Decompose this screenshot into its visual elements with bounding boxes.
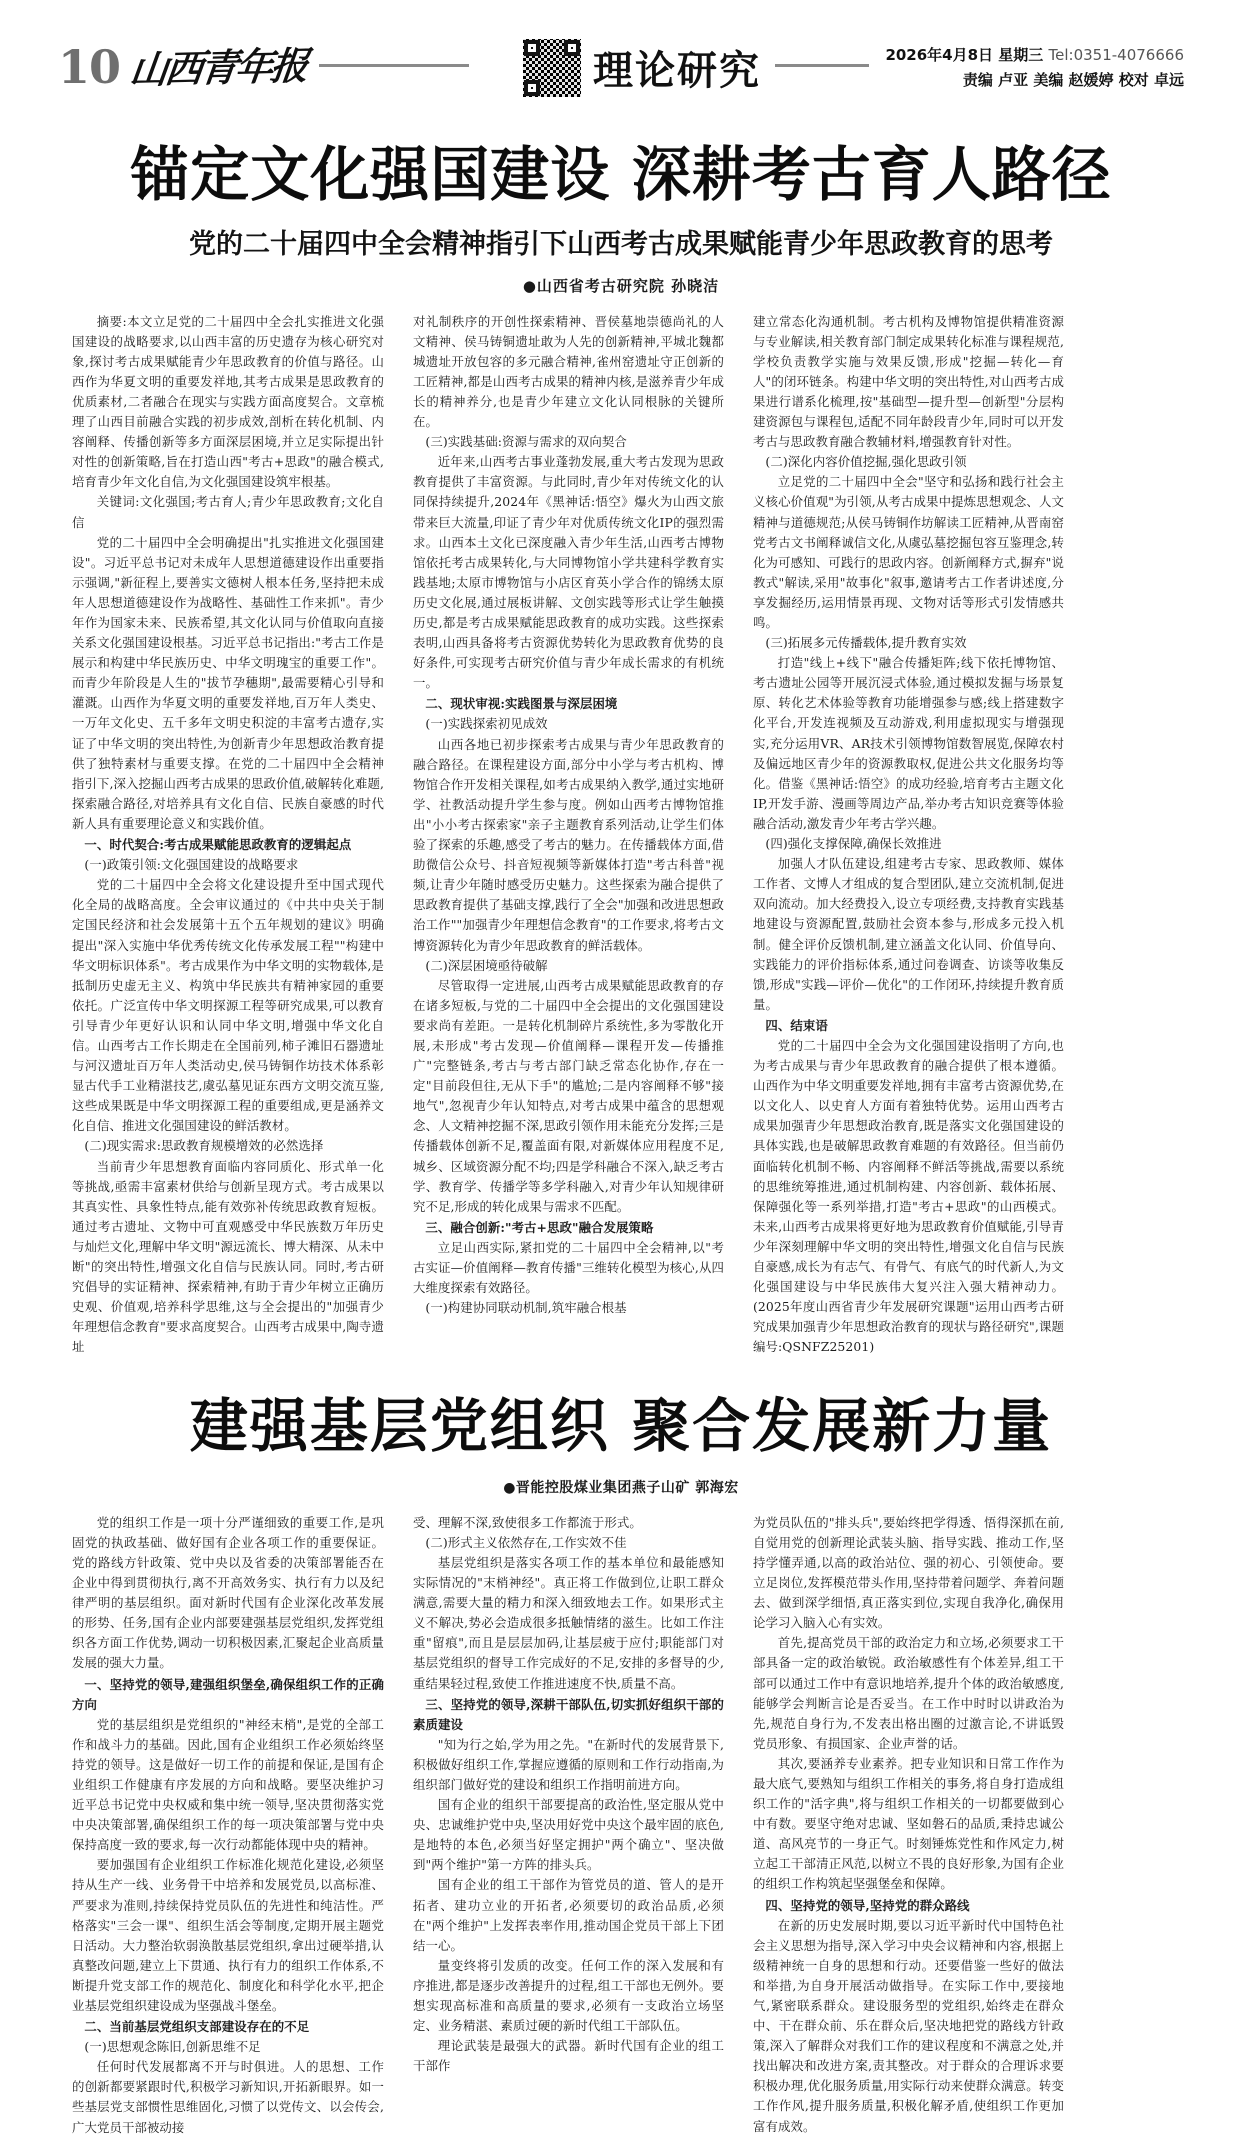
paragraph: 受、理解不深,致使很多工作都流于形式。 (413, 1514, 642, 1530)
subsection-heading: (一)实践探索初见成效 (425, 716, 548, 732)
paragraph: 党的二十届四中全会将文化建设提升至中国式现代化全局的战略高度。全会审议通过的《中共中央关于制定国民经济和社会发展第十五个五年规划的建议》明确提出"深入实施中华优秀传统文化传承发展工程""构建中华文明标识体系"。考古成果作为中华文明的实物载体,是抵制历史虚无主义、构筑中华民族共有精神家园的重要依托。广泛宣传中华文明探源工程等研究成果,可以教育引导青少年更好认识和认同中华文明,增强中华文化自信。山西考古工作长期走在全国前列,柿子滩旧石器遗址与河汉遗址百万年人类活动史,侯马铸铜作坊技术体系彰显古代手工业精湛技艺,虞弘墓见证东西方文明交流互鉴,这些成果既是中华文明探源工程的重要组成,更是涵养文化自信、推进文化强国建设的鲜活教材。 (72, 877, 384, 1134)
section-heading: 二、现状审视:实践图景与深层困境 (425, 696, 618, 712)
paragraph: 党的二十届四中全会为文化强国建设指明了方向,也为考古成果与青少年思政教育的融合提供了根本遵循。山西作为中华文明重要发祥地,拥有丰富考古资源优势,在以文化人、以史育人方面有着独特优势。运用山西考古成果加强青少年思想政治教育,既是落实文化强国建设的具体实践,也是破解思政教育难题的有效路径。但当前仍面临转化机制不畅、内容阐释不鲜活等挑战,需要以系统的思维统筹推进,通过机制构建、内容创新、载体拓展、保障强化等一系列举措,打造"考古+思政"的山西模式。未来,山西考古成果将更好地为思政教育价值赋能,引导青少年深刻理解中华文明的突出特性,增强文化自信与民族自豪感,成长为有志气、有骨气、有底气的时代新人,为文化强国建设与中华民族伟大复兴注入强大精神动力。(2025年度山西省青少年发展研究课题"运用山西考古研究成果加强青少年思想政治教育的现状与路径研究",课题编号:QSNFZ25201) (753, 1037, 1064, 1355)
paragraph: 任何时代发展都离不开与时俱进。人的思想、工作的创新都要紧跟时代,积极学习新知识,开拓新眼界。如一些基层党支部惯性思维固化,习惯了以党传文、以会传会,广大党员干部被动接 (72, 2059, 384, 2135)
subsection-heading: (四)强化支撑保障,确保长效推进 (765, 836, 942, 852)
subsection-heading: (二)深化内容价值挖掘,强化思政引领 (765, 454, 967, 470)
paragraph: 当前青少年思想教育面临内容同质化、形式单一化等挑战,亟需丰富素材供给与创新呈现方式。考古成果以其真实性、具象性特点,能有效弥补传统思政教育短板。通过考古遗址、文物中可直观感受中华民族数万年历史与灿烂文化,理解中华文明"源远流长、博大精深、从未中断"的突出特性,增强文化自信与民族认同。同时,考古研究倡导的实证精神、探索精神,有助于青少年树立正确历史观、价值观,培养科学思维,这与全会提出的"加强青少年理想信念教育"要求高度契合。山西考古成果中,陶寺遗址 (72, 1158, 384, 1355)
paragraph: 首先,提高党员干部的政治定力和立场,必须要求工干部具备一定的政治敏锐。政治敏感性有个体差异,组工干部可以通过工作中有意识地培养,提升个体的政治敏感度,能够学会判断言论是否妥当。在工作中时时以讲政治为先,规范自身行为,不发表出格出圈的过激言论,不讲诋毁党员形象、有损国家、企业声誉的话。 (753, 1635, 1064, 1751)
masthead-rule-right (775, 64, 869, 67)
paragraph: 国有企业的组工干部作为管党员的道、管人的是开拓者、建功立业的开拓者,必须要切的政治品质,必须在"两个维护"上发挥表率作用,推动国企党员干部上下团结一心。 (413, 1877, 724, 1953)
paragraph: 建立常态化沟通机制。考古机构及博物馆提供精准资源与专业解读,相关教育部门制定成果转化标准与课程规范,学校负责教学实施与效果反馈,形成"挖掘—转化—育人"的闭环链条。构建中华文明的突出特性,对山西考古成果进行谱系化梳理,按"基础型—提升型—创新型"分层构建资源包与课程包,适配不同年龄段青少年,同时可以开发考古与思政教育融合教辅材料,增强教育针对性。 (753, 313, 1064, 450)
paragraph: 立足山西实际,紧扣党的二十届四中全会精神,以"考古实证—价值阐释—教育传播"三维转化模型为核心,从四大维度探索有效路径。 (413, 1239, 724, 1296)
paragraph: 近年来,山西考古事业蓬勃发展,重大考古发现为思政教育提供了丰富资源。与此同时,青少年对传统文化的认同保持续提升,2024年《黑神话:悟空》爆火为山西文旅带来巨大流量,印证了青少年对优质传统文化IP的强烈需求。山西本土文化已深度融入青少年生活,山西考古博物馆依托考古成果转化,与大同博物馆小学共建科学教育实践基地;太原市博物馆与小店区育英小学合作的锦绣太原历史文化展,通过展板讲解、文创实践等形式让学生触摸历史,都是考古成果赋能思政教育的成功实践。这些探索表明,山西具备将考古资源优势转化为思政教育优势的良好条件,可实现考古研究价值与青少年成长需求的有机统一。 (413, 454, 724, 691)
paragraph: 基层党组织是落实各项工作的基本单位和最能感知实际情况的"末梢神经"。真正将工作做到位,让职工群众满意,需要大量的精力和深入细致地去工作。如果形式主义不解决,势必会造成很多抵触情绪的滋生。比如工作注重"留痕",而且是层层加码,让基层疲于应付;职能部门对基层党组织的督导工作完成好的不足,安排的多督导的少,重结果轻过程,致使工作推进速度不快,质量不高。 (413, 1554, 724, 1691)
article-2-columns (58, 1513, 1184, 2138)
section-title: 理论研究 (593, 46, 762, 94)
paragraph: 党的基层组织是党组织的"神经末梢",是党的全部工作和战斗力的基础。因此,国有企业组织工作必须始终坚持党的领导。这是做好一切工作的前提和保证,是国有企业组织工作健康有序发展的方向和战略。要坚决维护习近平总书记党中央权威和集中统一领导,坚决贯彻落实党中央决策部署,确保组织工作的每一项决策部署与党中央保持高度一致的要求,每一次行动都能体现中央的精神。 (72, 1716, 384, 1853)
subsection-heading: (一)政策引领:文化强国建设的战略要求 (84, 857, 299, 873)
newspaper-logo: 山西青年报 (127, 42, 309, 93)
abstract-paragraph: 摘要:本文立足党的二十届四中全会扎实推进文化强国建设的战略要求,以山西丰富的历史遗存为核心研究对象,探讨考古成果赋能青少年思政教育的价值与路径。山西作为华夏文明的重要发祥地,其考古成果是思政教育的优质素材,二者融合在现实与实践方面高度契合。文章梳理了山西目前融合实践的初步成效,剖析在转化机制、内容阐释、传播创新等多方面深层困境,并立足实际提出针对性的创新策略,旨在打造山西"考古+思政"的融合模式,培育青少年文化自信,为文化强国建设筑牢根基。 (72, 313, 384, 490)
paragraph: 量变终将引发质的改变。任何工作的深入发展和有序推进,都是逐步改善提升的过程,组工干部也无例外。要想实现高标准和高质量的要求,必须有一支政治立场坚定、业务精湛、素质过硬的新时代组工干部队伍。 (413, 1957, 724, 2034)
paragraph: 立足党的二十届四中全会"坚守和弘扬和践行社会主义核心价值观"为引领,从考古成果中提炼思想观念、人文精神与道德规范;从侯马铸铜作坊解读工匠精神,从晋南窑党考古文书阐释诚信文化,从虞弘墓挖掘包容互鉴理念,转化为可感知、可践行的思政内容。创新阐释方式,摒弃"说教式"解读,采用"故事化"叙事,邀请考古工作者讲述度,分享发掘经历,运用情景再现、文物对话等形式引发情感共鸣。 (753, 474, 1064, 631)
article-divider (58, 1357, 1184, 1383)
article-1-column-2 (398, 312, 738, 1358)
section-heading: 四、坚持党的领导,坚持党的群众路线 (765, 1897, 970, 1913)
phone-number: Tel:0351-4076666 (1048, 45, 1184, 64)
masthead-rule-left (319, 64, 469, 67)
paragraph: 打造"线上+线下"融合传播矩阵;线下依托博物馆、考古遗址公园等开展沉浸式体验,通过模拟发掘与场景复原、转化艺术体验等教育功能增强参与感;线上搭建数字化平台,开发连视频及互动游戏,利用虚拟现实与增强现实,充分运用VR、AR技术引领博物馆数智展览,保障农村及偏远地区青少年的资源教取权,促进公共文化服务均等化。借鉴《黑神话:悟空》的成功经验,培育考古主题文化IP,开发手游、漫画等周边产品,举办考古知识竞赛等体验融合活动,激发青少年考古学兴趣。 (753, 655, 1064, 831)
masthead (58, 0, 1184, 112)
section-heading: 三、融合创新:"考古+思政"融合发展策略 (425, 1219, 654, 1235)
paragraph: 为党员队伍的"排头兵",要始终把学得透、悟得深抓在前,自觉用党的创新理论武装头脑、指导实践、推动工作,坚持学懂弄通,以高的政治站位、强的初心、引领使命。要立足岗位,发挥模范带头作用,坚持带着问题学、奔着问题去、做到深学细悟,真正落实到位,实现自我净化,确保用论学习入脑入心有实效。 (753, 1514, 1064, 1631)
paragraph: 对礼制秩序的开创性探索精神、晋侯墓地崇德尚礼的人文精神、侯马铸铜遗址敢为人先的创新精神,平城北魏都城遗址开放包容的多元融合精神,雀州窑遗址守正创新的工匠精神,都是山西考古成果的精神内核,是滋养青少年成长的精神养分,也是青少年建立文化认同根脉的关键所在。 (413, 313, 724, 430)
article-2-byline: ●晋能控股煤业集团燕子山矿 郭海宏 (503, 1479, 739, 1496)
subsection-heading: (三)拓展多元传播载体,提升教育实效 (765, 635, 967, 651)
article-2-column-2 (398, 1513, 738, 2138)
article-1-subheadline: 党的二十届四中全会精神指引下山西考古成果赋能青少年思政教育的思考 (189, 228, 1053, 260)
section-heading: 一、时代契合:考古成果赋能思政教育的逻辑起点 (84, 837, 352, 853)
article-1-column-1 (58, 312, 398, 1358)
paragraph: "知为行之始,学为用之先。"在新时代的发展背景下,积极做好组织工作,掌握应遵循的原则和工作行动指南,为组织部门做好党的建设和组织工作指明前进方向。 (413, 1736, 724, 1792)
section-heading: 二、当前基层党组织支部建设存在的不足 (84, 2019, 310, 2035)
paragraph: 要加强国有企业组织工作标准化规范化建设,必须坚持从生产一线、业务骨干中培养和发展党员,以高标准、严要求为准则,持续保持党员队伍的先进性和纯洁性。严格落实"三会一课"、组织生活会等制度,定期开展主题党日活动。大力整治软弱涣散基层党组织,拿出过硬举措,认真整改问题,建立上下贯通、执行有力的组织工作体系,不断提升党支部工作的规范化、制度化和科学化水平,把企业基层党组织建设成为坚强战斗堡垒。 (72, 1857, 384, 2013)
paragraph: 其次,要涵养专业素养。把专业知识和日常工作作为最大底气,要熟知与组织工作相关的事务,将自身打造成组织工作的"活字典",将与组织工作相关的一切都要做到心中有数。要坚守绝对忠诚、坚如磐石的品质,秉持忠诚公道、高风亮节的一身正气。时刻锤炼党性和作风定力,树立起工干部清正风范,以树立不畏的良好形象,为国有企业的组织工作构筑起坚强堡垒和保障。 (753, 1755, 1064, 1892)
publication-date: 2026年4月8日 星期三 (885, 45, 1044, 64)
editor-credits: 责编 卢亚 美编 赵媛婷 校对 卓远 (962, 71, 1184, 90)
article-1-headline: 锚定文化强国建设 深耕考古育人路径 (130, 140, 1112, 209)
article-1-columns (58, 312, 1184, 1358)
paragraph: 山西各地已初步探索考古成果与青少年思政教育的融合路径。在课程建设方面,部分中小学与考古机构、博物馆合作开发相关课程,如考古成果纳入教学,通过实地研学、社教活动提升学生参与度。例如山西考古博物馆推出"小小考古探索家"亲子主题教育系列活动,让学生们体验了探索的乐趣,感受了考古的魅力。在传播载体方面,借助微信公众号、抖音短视频等新媒体打造"考古科普"视频,让青少年随时感受历史魅力。这些探索为融合提供了思政教育提供了基础支撑,践行了全会"加强和改进思想政治工作""加强青少年理想信念教育"的工作要求,将考古文博资源转化为青少年思政教育的鲜活载体。 (413, 736, 724, 953)
article-1-header (58, 140, 1184, 296)
subsection-heading: (二)深层困境亟待破解 (425, 957, 548, 973)
qr-code-icon[interactable] (521, 37, 583, 99)
keywords-paragraph: 关键词:文化强国;考古育人;青少年思政教育;文化自信 (72, 494, 384, 530)
subsection-heading: (二)现实需求:思政教育规模增效的必然选择 (84, 1138, 324, 1154)
section-heading: 三、坚持党的领导,深耕干部队伍,切实抓好组织干部的素质建设 (413, 1696, 724, 1732)
section-heading: 一、坚持党的领导,建强组织堡垒,确保组织工作的正确方向 (72, 1676, 384, 1712)
article-2-column-3 (738, 1513, 1078, 2138)
article-1-byline: ●山西省考古研究院 孙晓洁 (522, 276, 720, 295)
masthead-meta (885, 44, 1184, 93)
page-number: 10 (58, 40, 121, 94)
article-2-column-1 (58, 1513, 398, 2138)
section-heading: 四、结束语 (765, 1017, 828, 1033)
paragraph: 在新的历史发展时期,要以习近平新时代中国特色社会主义思想为指导,深入学习中央会议精神和内容,根据上级精神统一自身的思想和行动。还要借鉴一些好的做法和举措,为自身开展活动做指导。在实际工作中,要接地气,紧密联系群众。建设服务型的党组织,始终走在群众中、干在群众前、乐在群众后,坚决地把党的路线方针政策,深入了解群众对我们工作的建议程度和不满意之处,并找出解决和改进方案,责其整改。对于群众的合理诉求要积极办理,优化服务质量,用实际行动来使群众满意。转变工作作风,提升服务质量,积极化解矛盾,使组织工作更加富有成效。 (753, 1917, 1064, 2134)
paragraph: 党的二十届四中全会明确提出"扎实推进文化强国建设"。习近平总书记对未成年人思想道德建设作出重要指示强调,"新征程上,要善实文德树人根本任务,坚持把未成年人思想道德建设作为战略性、基础性工作来抓"。青少年作为国家未来、民族希望,其文化认同与价值取向直接关系文化强国建设根基。习近平总书记指出:"考古工作是展示和构建中华民族历史、中华文明瑰宝的重要工作"。而青少年阶段是人生的"拔节孕穗期",最需要精心引导和灌溉。山西作为华夏文明的重要发祥地,百万年人类史、一万年文化史、五千多年文明史积淀的丰富考古遗存,实证了中华文明的突出特性,为创新青少年思想政治教育提供了独特素材与重要支撑。在党的二十届四中全会精神指引下,深入挖掘山西考古成果的思政价值,破解转化难题,探索融合路径,对培养具有文化自信、民族自豪感的时代新人具有重要理论意义和实践价值。 (72, 534, 384, 831)
paragraph: 加强人才队伍建设,组建考古专家、思政教师、媒体工作者、文博人才组成的复合型团队,建立交流机制,促进双向流动。加大经费投入,设立专项经费,支持教育实践基地建设与资源配置,鼓励社会资本参与,形成多元投入机制。健全评价反馈机制,建立涵盖文化认同、价值导向、实践能力的评价指标体系,通过问卷调查、访谈等收集反馈,形成"实践—评价—优化"的工作闭环,持续提升教育质量。 (753, 856, 1064, 1012)
subsection-heading: (一)思想观念陈旧,创新思维不足 (84, 2039, 261, 2055)
paragraph: 理论武装是最强大的武器。新时代国有企业的组工干部作 (413, 2038, 724, 2074)
article-1-column-3 (738, 312, 1078, 1358)
paragraph: 尽管取得一定进展,山西考古成果赋能思政教育的存在诸多短板,与党的二十届四中全会提出的文化强国建设要求尚有差距。一是转化机制碎片系统性,多为零散化开展,未形成"考古发现—价值阐释—课程开发—传播推广"完整链条,考古与考古部门缺乏常态化协作,存在一定"目前段但往,无从下手"的尴尬;二是内容阐释不够"接地气",忽视青少年认知特点,对考古成果中蕴含的思想观念、人文精神挖掘不深,思政引领作用未能充分发挥;三是传播载体创新不足,覆盖面有限,对新媒体应用程度不足,城乡、区域资源分配不均;四是学科融合不深入,缺乏考古学、教育学、传播学等多学科融入,对青少年认知规律研究不足,形成的转化成果与需求不匹配。 (413, 977, 724, 1214)
subsection-heading: (二)形式主义依然存在,工作实效不佳 (425, 1534, 627, 1550)
subsection-heading: (三)实践基础:资源与需求的双向契合 (425, 434, 627, 450)
article-2-headline: 建强基层党组织 聚合发展新力量 (189, 1392, 1053, 1461)
paragraph: 国有企业的组织干部要提高的政治性,坚定服从党中央、忠诚维护党中央,坚决用好党中央这个最牢固的底色,是地特的本色,必须当好坚定拥护"两个确立"、坚决做到"两个维护"第一方阵的排头兵。 (413, 1797, 724, 1873)
subsection-heading: (一)构建协同联动机制,筑牢融合根基 (425, 1300, 627, 1316)
paragraph: 党的组织工作是一项十分严谨细致的重要工作,是巩固党的执政基础、做好国有企业各项工作的重要保证。党的路线方针政策、党中央以及省委的决策部署能否在企业中得到贯彻执行,离不开高效务实、执行有力以及纪律严明的基层组织。面对新时代国有企业深化改革发展的形势、任务,国有企业内部要建强基层党组织,发挥党组织各方面工作优势,调动一切积极因素,汇聚起企业高质量发展的强大力量。 (72, 1514, 384, 1671)
